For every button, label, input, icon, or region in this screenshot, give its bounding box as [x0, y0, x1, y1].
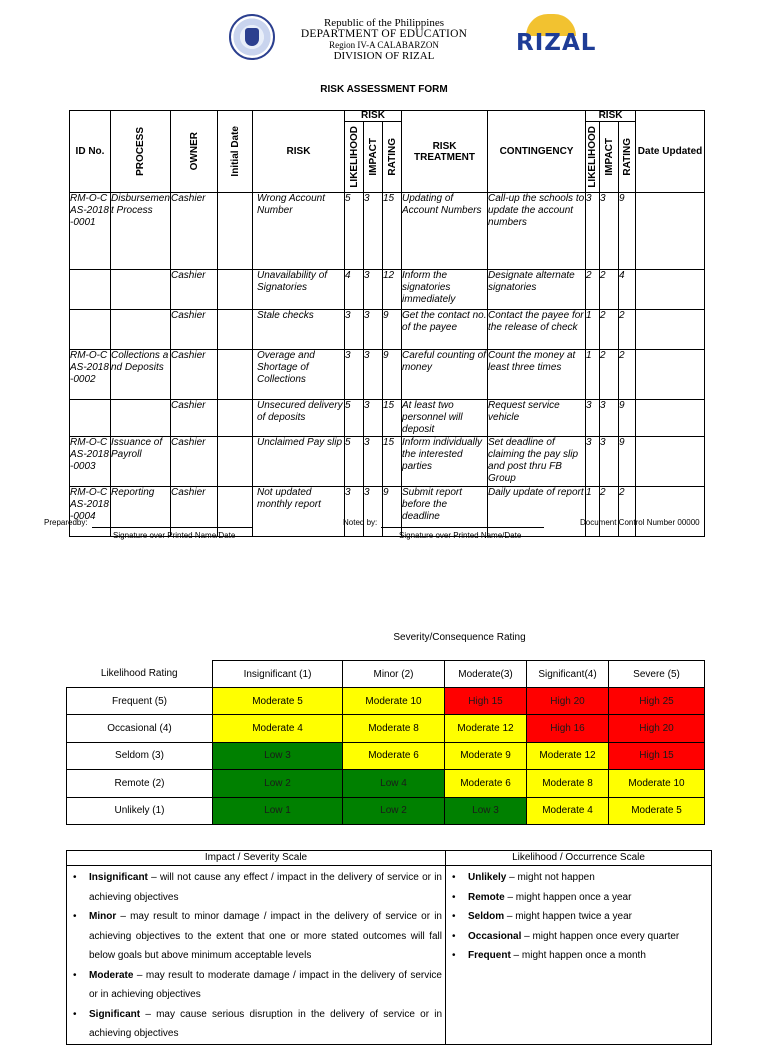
matrix-cell: Moderate 9: [445, 742, 527, 769]
cell-contingency: Designate alternate signatories: [488, 270, 586, 310]
division-line: DIVISION OF RIZAL: [333, 50, 435, 62]
cell-impact-2: 3: [600, 400, 619, 437]
col-initial-date: Initial Date: [218, 111, 253, 193]
matrix-cell: Low 2: [213, 770, 343, 797]
cell-impact-2: 3: [600, 193, 619, 270]
scale-item: [446, 946, 711, 966]
risk-row: [70, 270, 705, 310]
matrix-row: [67, 742, 705, 769]
cell-id: [70, 310, 111, 350]
cell-contingency: Call-up the schools to update the account numbers: [488, 193, 586, 270]
cell-date-updated: [636, 193, 705, 270]
matrix-cell: Moderate 12: [445, 715, 527, 742]
matrix-cell: Low 2: [343, 797, 445, 824]
cell-id: RM-O-CAS-2018-0001: [70, 193, 111, 270]
prepared-by-line: [92, 527, 252, 528]
cell-treatment: At least two personnel will deposit: [402, 400, 488, 437]
matrix-cell: High 20: [609, 715, 705, 742]
col-likelihood-2: LIKELIHOOD: [586, 122, 600, 193]
cell-likelihood-2: 1: [586, 487, 600, 537]
scale-desc: – might happen once a year: [504, 891, 632, 903]
cell-process: [111, 310, 171, 350]
scale-term: Occasional: [468, 930, 522, 942]
cell-impact: 3: [364, 487, 383, 537]
matrix-row: [67, 688, 705, 715]
cell-initial-date: [218, 193, 253, 270]
scale-desc: – might happen once every quarter: [521, 930, 680, 942]
scale-item: [67, 868, 445, 907]
scale-desc: – will not cause any effect / impact in the delivery of service or in achieving objectives: [89, 872, 442, 903]
cell-contingency: Count the money at least three times: [488, 350, 586, 400]
cell-treatment: Inform individually the interested parties: [402, 437, 488, 487]
document-control-number: Document Control Number 00000: [580, 518, 700, 527]
cell-owner: Cashier: [171, 270, 218, 310]
col-impact: IMPACT: [364, 122, 383, 193]
cell-process: [111, 400, 171, 437]
cell-owner: Cashier: [171, 437, 218, 487]
col-rating: RATING: [383, 122, 402, 193]
cell-likelihood-2: 3: [586, 400, 600, 437]
col-risk: RISK: [253, 111, 345, 193]
cell-risk: Not updated monthly report: [253, 487, 345, 537]
severity-col-3: Moderate(3): [445, 661, 527, 688]
cell-likelihood: 5: [345, 193, 364, 270]
cell-owner: Cashier: [171, 400, 218, 437]
scale-item: [67, 907, 445, 966]
cell-risk: Unclaimed Pay slip: [253, 437, 345, 487]
matrix-cell: Moderate 6: [343, 742, 445, 769]
matrix-cell: Moderate 8: [527, 770, 609, 797]
cell-process: Collections and Deposits: [111, 350, 171, 400]
cell-id: RM-O-CAS-2018-0003: [70, 437, 111, 487]
cell-rating-2: 2: [619, 487, 636, 537]
cell-id: RM-O-CAS-2018-0002: [70, 350, 111, 400]
noted-by-line: [381, 527, 544, 528]
cell-treatment: Get the contact no. of the payee: [402, 310, 488, 350]
matrix-cell: Low 1: [213, 797, 343, 824]
cell-owner: Cashier: [171, 350, 218, 400]
col-risk-treatment: RISK TREATMENT: [402, 111, 488, 193]
cell-rating: 9: [383, 350, 402, 400]
matrix-cell: Moderate 10: [343, 688, 445, 715]
department-line: DEPARTMENT OF EDUCATION: [300, 28, 468, 40]
matrix-row: [67, 715, 705, 742]
cell-risk: Stale checks: [253, 310, 345, 350]
risk-group-header-2: RISK: [586, 111, 636, 122]
cell-rating: 12: [383, 270, 402, 310]
cell-impact-2: 2: [600, 350, 619, 400]
cell-risk: Unavailability of Signatories: [253, 270, 345, 310]
cell-rating: 9: [383, 487, 402, 537]
risk-row: [70, 350, 705, 400]
cell-date-updated: [636, 400, 705, 437]
cell-impact-2: 2: [600, 310, 619, 350]
prepared-by-caption: Signature over Printed Name/Date: [113, 531, 236, 540]
cell-likelihood-2: 2: [586, 270, 600, 310]
cell-impact-2: 3: [600, 437, 619, 487]
likelihood-scale-header: Likelihood / Occurrence Scale: [446, 851, 712, 866]
cell-risk: Overage and Shortage of Collections: [253, 350, 345, 400]
severity-col-1: Insignificant (1): [213, 661, 343, 688]
likelihood-label: Seldom (3): [67, 742, 213, 769]
cell-impact: 3: [364, 400, 383, 437]
matrix-cell: Moderate 5: [609, 797, 705, 824]
cell-rating-2: 9: [619, 400, 636, 437]
cell-id: [70, 400, 111, 437]
matrix-cell: Low 4: [343, 770, 445, 797]
scale-item: [67, 966, 445, 1005]
matrix-cell: Moderate 6: [445, 770, 527, 797]
matrix-cell: High 25: [609, 688, 705, 715]
cell-risk: Wrong Account Number: [253, 193, 345, 270]
cell-process: Issuance of Payroll: [111, 437, 171, 487]
cell-rating-2: 9: [619, 437, 636, 487]
cell-owner: Cashier: [171, 193, 218, 270]
col-id: ID No.: [70, 111, 111, 193]
cell-contingency: Contact the payee for the release of check: [488, 310, 586, 350]
cell-process: Reporting: [111, 487, 171, 537]
cell-likelihood-2: 1: [586, 350, 600, 400]
cell-date-updated: [636, 310, 705, 350]
cell-date-updated: [636, 437, 705, 487]
cell-id: [70, 270, 111, 310]
republic-line: Republic of the Philippines: [323, 17, 445, 29]
scales-table: [66, 850, 712, 1045]
cell-risk: Unsecured delivery of deposits: [253, 400, 345, 437]
scale-term: Significant: [89, 1008, 141, 1020]
cell-likelihood: 3: [345, 310, 364, 350]
noted-by-caption: Signature over Printed Name/Date: [399, 531, 522, 540]
cell-impact: 3: [364, 310, 383, 350]
scale-desc: – might happen once a month: [510, 950, 646, 961]
cell-contingency: Daily update of report: [488, 487, 586, 537]
risk-row: [70, 310, 705, 350]
cell-date-updated: [636, 487, 705, 537]
cell-initial-date: [218, 270, 253, 310]
cell-impact-2: 2: [600, 270, 619, 310]
severity-col-4: Significant(4): [527, 661, 609, 688]
matrix-cell: Low 3: [213, 742, 343, 769]
matrix-cell: Moderate 5: [213, 688, 343, 715]
col-owner: OWNER: [171, 111, 218, 193]
cell-owner: Cashier: [171, 487, 218, 537]
impact-scale-list: [67, 868, 445, 1044]
cell-contingency: Set deadline of claiming the pay slip and post thru FB Group: [488, 437, 586, 487]
scale-desc: – might happen twice a year: [504, 911, 632, 922]
col-rating-2: RATING: [619, 122, 636, 193]
likelihood-scale-list: [446, 868, 711, 966]
cell-rating: 15: [383, 193, 402, 270]
scale-item: [446, 907, 711, 927]
matrix-cell: Moderate 4: [527, 797, 609, 824]
impact-scale-header: Impact / Severity Scale: [67, 851, 446, 866]
cell-likelihood: 3: [345, 487, 364, 537]
letterhead: [0, 18, 768, 62]
prepared-by-label: Preparedby:: [44, 518, 88, 527]
risk-table: [69, 110, 705, 537]
cell-rating-2: 2: [619, 350, 636, 400]
risk-matrix: [66, 660, 705, 825]
risk-row: [70, 400, 705, 437]
scale-item: [446, 888, 711, 908]
form-title: RISK ASSESSMENT FORM: [320, 84, 448, 95]
cell-rating: 15: [383, 437, 402, 487]
scale-term: Unlikely: [468, 872, 507, 883]
matrix-cell: High 15: [609, 742, 705, 769]
matrix-cell: High 16: [527, 715, 609, 742]
col-process: PROCESS: [111, 111, 171, 193]
cell-likelihood: 5: [345, 437, 364, 487]
scale-term: Insignificant: [89, 872, 148, 883]
risk-row: [70, 487, 705, 537]
region-line: Region IV-A CALABARZON: [329, 40, 439, 50]
col-date-updated: Date Updated: [636, 111, 705, 193]
cell-rating-2: 2: [619, 310, 636, 350]
cell-rating: 9: [383, 310, 402, 350]
severity-col-2: Minor (2): [343, 661, 445, 688]
cell-treatment: Inform the signatories immediately: [402, 270, 488, 310]
cell-treatment: Careful counting of money: [402, 350, 488, 400]
cell-likelihood-2: 1: [586, 310, 600, 350]
cell-impact-2: 2: [600, 487, 619, 537]
cell-process: Disbursement Process: [111, 193, 171, 270]
cell-impact: 3: [364, 350, 383, 400]
cell-contingency: Request service vehicle: [488, 400, 586, 437]
cell-process: [111, 270, 171, 310]
cell-likelihood: 4: [345, 270, 364, 310]
scale-desc: – may result to moderate damage / impact in the delivery of service or in achieving objectives: [89, 969, 442, 1000]
likelihood-label: Unlikely (1): [67, 797, 213, 824]
risk-row: [70, 437, 705, 487]
cell-id: RM-O-CAS-2018-0004: [70, 487, 111, 537]
risk-row: [70, 193, 705, 270]
matrix-cell: Low 3: [445, 797, 527, 824]
cell-likelihood-2: 3: [586, 437, 600, 487]
cell-impact: 3: [364, 270, 383, 310]
cell-rating-2: 9: [619, 193, 636, 270]
matrix-cell: Moderate 4: [213, 715, 343, 742]
likelihood-label: Frequent (5): [67, 688, 213, 715]
scale-item: [446, 927, 711, 947]
cell-owner: Cashier: [171, 310, 218, 350]
rizal-logo-text: RIZAL: [516, 30, 597, 56]
cell-impact: 3: [364, 193, 383, 270]
cell-treatment: Submit report before the deadline: [402, 487, 488, 537]
cell-likelihood-2: 3: [586, 193, 600, 270]
severity-col-5: Severe (5): [609, 661, 705, 688]
cell-rating: 15: [383, 400, 402, 437]
matrix-cell: Moderate 8: [343, 715, 445, 742]
scale-item: [67, 1005, 445, 1044]
cell-initial-date: [218, 400, 253, 437]
cell-likelihood: 3: [345, 350, 364, 400]
likelihood-label: Occasional (4): [67, 715, 213, 742]
scale-term: Frequent: [468, 950, 511, 961]
scale-desc: – might not happen: [506, 872, 595, 883]
scale-item: [446, 868, 711, 888]
cell-date-updated: [636, 350, 705, 400]
col-contingency: CONTINGENCY: [488, 111, 586, 193]
matrix-cell: High 15: [445, 688, 527, 715]
col-likelihood: LIKELIHOOD: [345, 122, 364, 193]
cell-initial-date: [218, 437, 253, 487]
likelihood-rating-header: Likelihood Rating: [67, 661, 213, 688]
cell-initial-date: [218, 350, 253, 400]
risk-group-header: RISK: [345, 111, 402, 122]
scale-term: Remote: [468, 891, 505, 903]
cell-date-updated: [636, 270, 705, 310]
matrix-cell: Moderate 10: [609, 770, 705, 797]
cell-likelihood: 5: [345, 400, 364, 437]
col-impact-2: IMPACT: [600, 122, 619, 193]
scale-term: Seldom: [468, 911, 505, 922]
matrix-row: [67, 770, 705, 797]
noted-by-label: Noted by:: [343, 518, 378, 527]
cell-impact: 3: [364, 437, 383, 487]
cell-initial-date: [218, 487, 253, 537]
scale-desc: – may result to minor damage / impact in the delivery of service or in achieving objectives to the extent that one or more stated outcomes will fall below goals but above minimum acceptable levels: [89, 911, 442, 961]
cell-initial-date: [218, 310, 253, 350]
cell-treatment: Updating of Account Numbers: [402, 193, 488, 270]
scale-term: Minor: [89, 911, 117, 922]
likelihood-label: Remote (2): [67, 770, 213, 797]
matrix-title: Severity/Consequence Rating: [393, 632, 526, 643]
matrix-cell: Moderate 12: [527, 742, 609, 769]
matrix-row: [67, 797, 705, 824]
scale-desc: – may cause serious disruption in the delivery of service or in achieving objectives: [89, 1008, 442, 1039]
cell-rating-2: 4: [619, 270, 636, 310]
scale-term: Moderate: [89, 969, 134, 981]
matrix-cell: High 20: [527, 688, 609, 715]
